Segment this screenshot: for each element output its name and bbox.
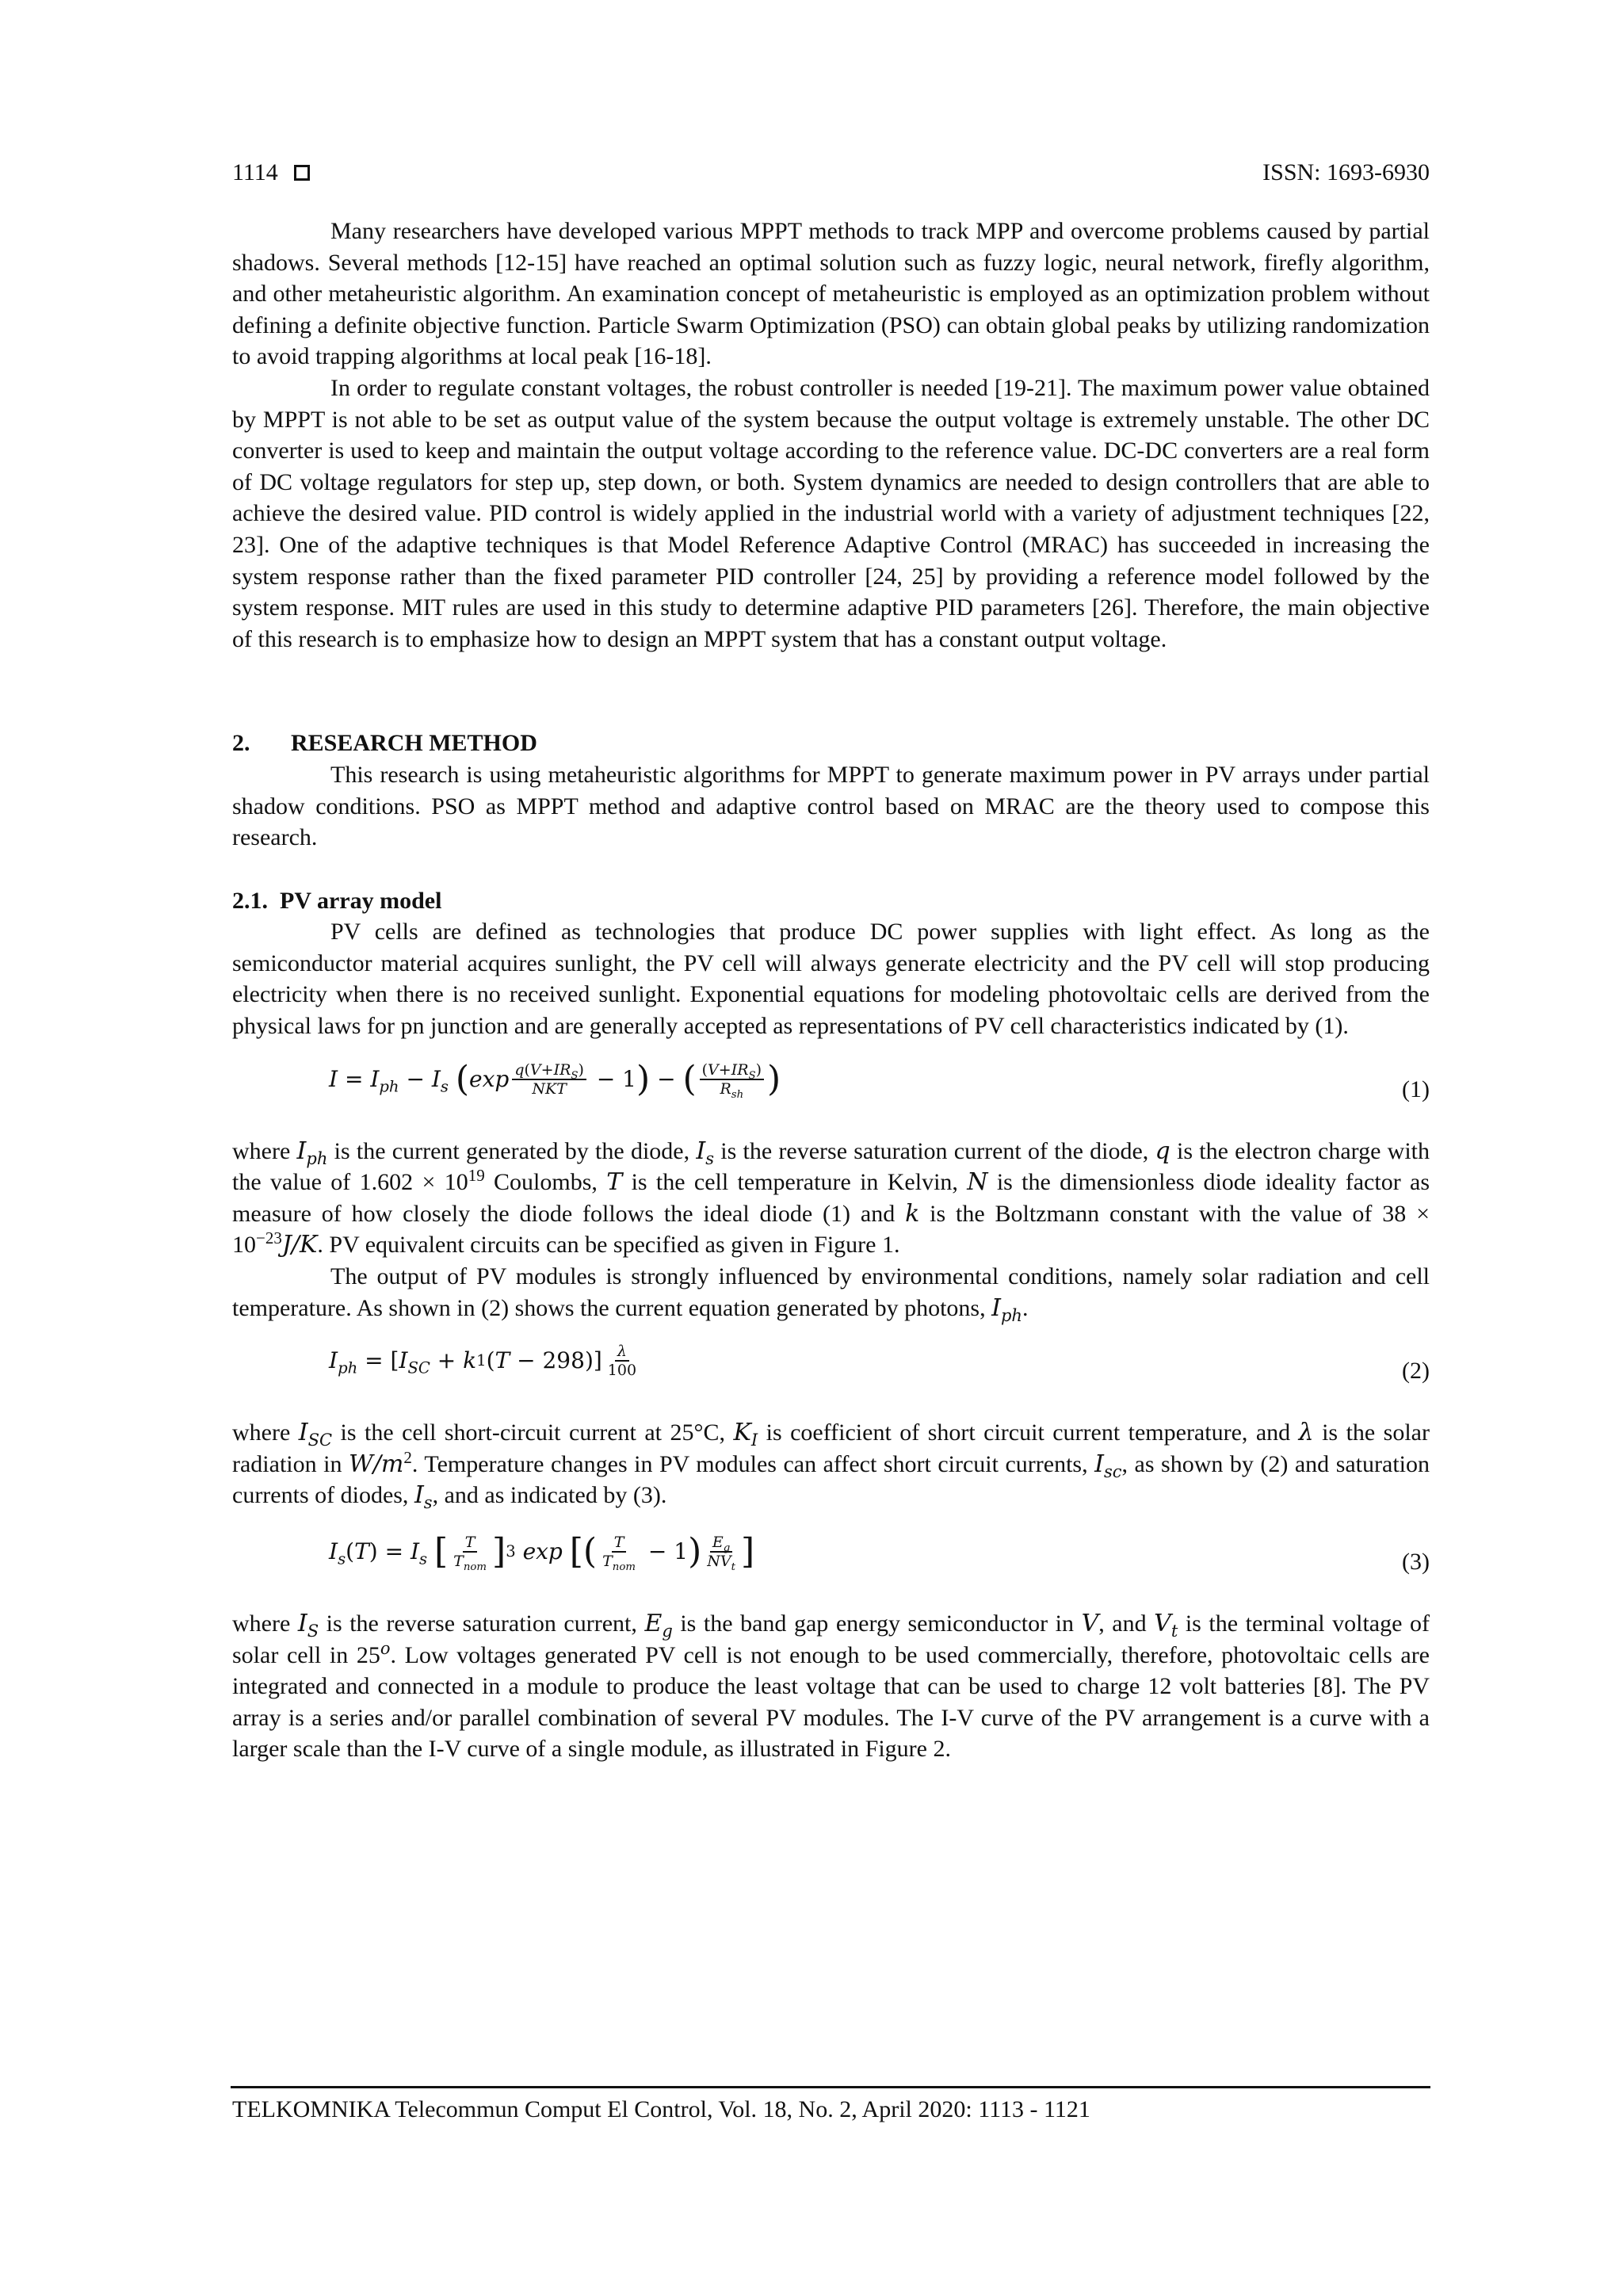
equation-2	[232, 1338, 1430, 1406]
intro-paragraph-1: Many researchers have developed various MPPT methods to track MPP and overcome problems caused by partial shadows. Several methods [12-15] have reached an optimal solution such as fuzzy logic, neural network, firefly algorithm, and other metaheuristic algorithm. An examination concept of metaheuristic is employed as an optimization problem without defining a definite objective function. Particle Swarm Optimization (PSO) can obtain global peaks by utilizing randomization to avoid trapping algorithms at local peak [16-18].	[232, 218, 1430, 370]
equation-3-formula: $I_s$ ( T ) = $I_s$ [ $\frac{T}{T_{nom}}$ ] 3 exp [( $\frac{T}{T_{nom}}$ − 1 ) $\frac{E_g}{NV_t}$ ]	[329, 1531, 755, 1573]
equation-1-number: (1)	[1402, 1075, 1430, 1102]
journal-footer: TELKOMNIKA Telecommun Comput El Control, Vol. 18, No. 2, April 2020: 1113 - 1121	[232, 2096, 1090, 2122]
equation-1-formula: I = $I_{ph}$ − $I_s$ ( exp $\frac{q(V+IR_S)}{\text{NKT}}$ − 1 ) − ( $\frac{(V+IR_S)}{R_{sh}}$ )	[329, 1058, 781, 1101]
paragraph-after-eq3: where $I_S$ is the reverse saturation current, $E_g$ is the band gap energy semiconductor in V, and $V_t$ is the terminal voltage of solar cell in 25$^o$. Low voltages generated PV cell is not enough to be used commercially, therefore, photovoltaic cells are integrated and connected in a module to produce the least voltage that can be used to charge 12 volt batteries [8]. The PV array is a series and/or parallel combination of several PV modules. The I-V curve of the PV arrangement is a curve with a larger scale than the I-V curve of a single module, as illustrated in Figure 2.	[232, 1610, 1430, 1763]
equation-2-number: (2)	[1402, 1358, 1430, 1385]
paragraph-before-eq2: The output of PV modules is strongly influenced by environmental conditions, namely solar radiation and cell temperature. As shown in (2) shows the current equation generated by photons, $I_{ph}$.	[232, 1263, 1430, 1325]
issn-label: ISSN: 1693-6930	[1262, 159, 1430, 185]
equation-3-number: (3)	[1402, 1549, 1430, 1575]
subsection-heading-pv-array: 2.1. PV array model	[232, 887, 442, 914]
footer-rule	[231, 2086, 1430, 2088]
paragraph-after-eq1: where $I_{ph}$ is the current generated by the diode, $I_s$ is the reverse saturation current of the diode, q is the electron charge with the value of $1.602 \times 10^{19}$ Coulombs, T is the cell temperature in Kelvin, N is the dimensionless diode ideality factor as measure of how closely the diode follows the ideal diode (1) and k is the Boltzmann constant with the value of $38 \times 10^{-23}J/K$. PV equivalent circuits can be specified as given in Figure 1.	[232, 1137, 1430, 1259]
section-heading-research-method: 2. RESEARCH METHOD	[232, 730, 537, 757]
page-number: 1114	[232, 159, 278, 185]
intro-paragraph-2: In order to regulate constant voltages, the robust controller is needed [19-21]. The maximum power value obtained by MPPT is not able to be set as output value of the system because the output voltage is extremely unstable. The other DC converter is used to keep and maintain the output voltage according to the reference value. DC-DC converters are a real form of DC voltage regulators for step up, step down, or both. System dynamics are needed to design controllers that are able to achieve the desired value. PID control is widely applied in the industrial world with a variety of adjustment techniques [22, 23]. One of the adaptive techniques is that Model Reference Adaptive Control (MRAC) has succeeded in increasing the system response rather than the fixed parameter PID controller [24, 25] by providing a reference model followed by the system response. MIT rules are used in this study to determine adaptive PID parameters [26]. Therefore, the main objective of this research is to emphasize how to design an MPPT system that has a constant output voltage.	[232, 374, 1430, 652]
equation-1	[232, 1056, 1430, 1125]
page-header-left	[232, 159, 310, 187]
equation-2-formula: $I_{ph}$ = [ $I_{SC}$ + k 1 ( T − 298)] $\frac{\lambda}{100}$	[329, 1343, 637, 1380]
research-method-paragraph: This research is using metaheuristic algorithms for MPPT to generate maximum power in PV arrays under partial shadow conditions. PSO as MPPT method and adaptive control based on MRAC are the theory used to compose this research.	[232, 761, 1430, 851]
square-icon	[294, 165, 310, 181]
pv-array-paragraph: PV cells are defined as technologies that produce DC power supplies with light effect. As long as the semiconductor material acquires sunlight, the PV cell will always generate electricity and the PV cell will stop producing electricity when there is no received sunlight. Exponential equations for modeling photovoltaic cells are derived from the physical laws for pn junction and are generally accepted as representations of PV cell characteristics indicated by (1).	[232, 919, 1430, 1040]
body-text	[232, 216, 1430, 1765]
paragraph-after-eq2: where $I_{SC}$ is the cell short-circuit current at 25°C, $K_I$ is coefficient of short circuit current temperature, and λ is the solar radiation in $W/m^2$. Temperature changes in PV modules can affect short circuit currents, $I_{sc}$, as shown by (2) and saturation currents of diodes, $I_s$, and as indicated by (3).	[232, 1419, 1430, 1513]
equation-3	[232, 1529, 1430, 1597]
